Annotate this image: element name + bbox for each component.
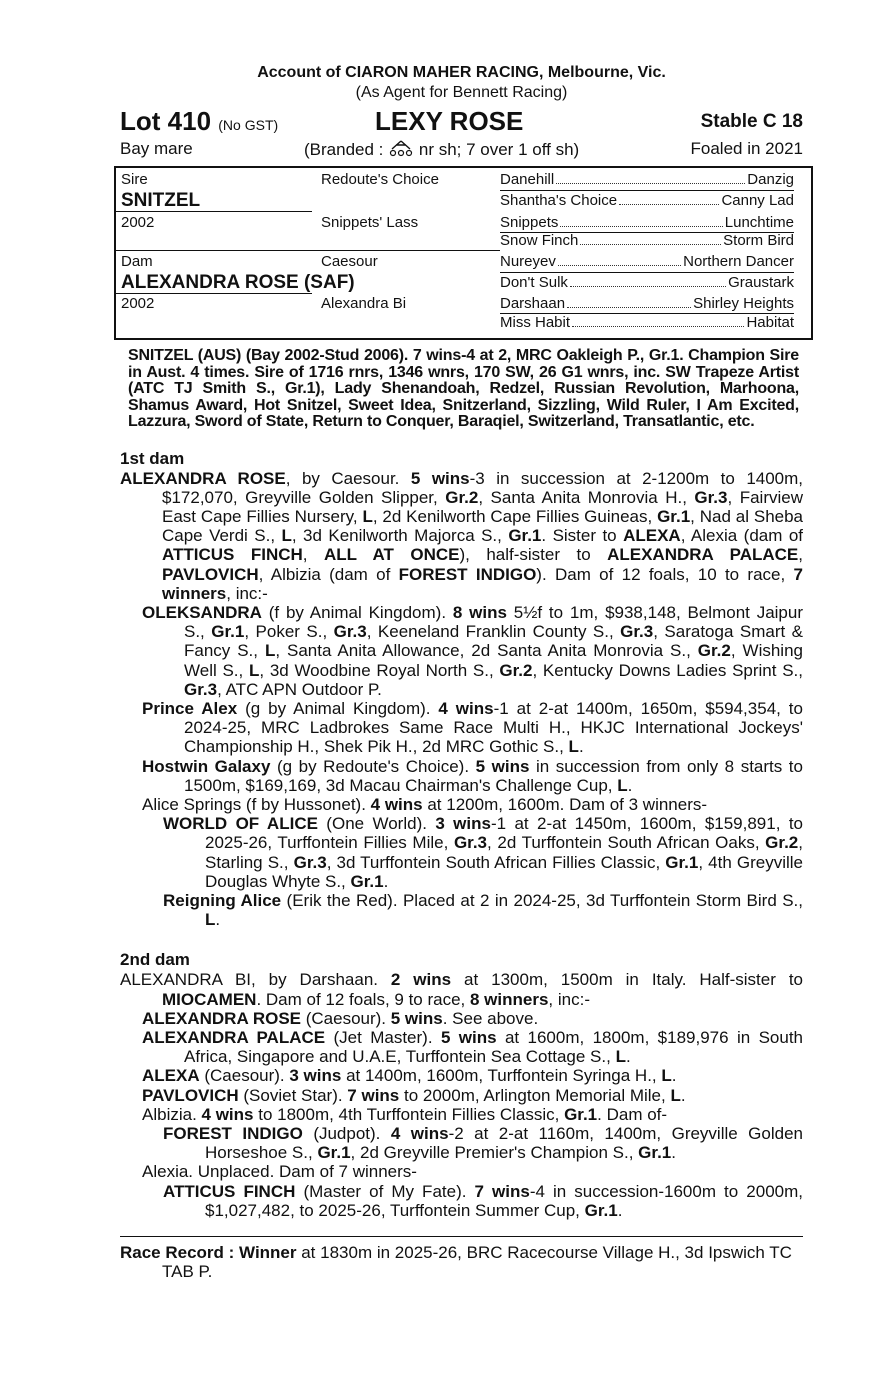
dam-name: ALEXANDRA ROSE (SAF) [121,272,355,293]
sire-sire: Redoute's Choice [321,171,439,188]
progeny-entry: ALEXANDRA ROSE (Caesour). 5 wins. See above. [142,1008,539,1028]
sire-year: 2002 [121,214,155,231]
progeny-entry: Alexia. Unplaced. Dam of 7 winners- [142,1162,417,1182]
g3-ancestor: Danehill Danzig [500,171,794,188]
progeny-entry: Alice Springs (f by Hussonet). 4 wins at 1200m, 1600m. Dam of 3 winners- [142,794,708,814]
sire-dam: Snippets' Lass [321,214,419,231]
race-record: Race Record : Winner at 1830m in 2025-26, BRC Racecourse Village H., 3d Ipswich TC TAB P. [120,1243,792,1282]
progeny-entry: FOREST INDIGO (Judpot). 4 wins-2 at 2-at 1160m, 1400m, Greyville Golden Horseshoe S., Gr.1, 2d Greyville Premier's Champion S., Gr.1. [163,1124,803,1163]
lot-number: Lot 410 (No GST) [120,106,279,136]
g3-ancestor: Darshaan Shirley Heights [500,295,794,312]
g3-ancestor: Don't Sulk Graustark [500,274,794,291]
lot-row [120,106,803,136]
g3-ancestor: Snow Finch Storm Bird [500,232,794,249]
g3-ancestor: Nureyev Northern Dancer [500,253,794,270]
divider [500,272,794,273]
progeny-entry: ALEXA (Caesour). 3 wins at 1400m, 1600m, Turffontein Syringa H., L. [142,1066,677,1086]
divider [116,211,312,212]
pedigree-table [114,166,813,340]
branding: (Branded : nr sh; 7 over 1 off sh) [304,140,580,159]
first-dam-heading: 1st dam [120,448,185,468]
dam-year: 2002 [121,295,155,312]
progeny-entry: OLEKSANDRA (f by Animal Kingdom). 8 wins 5½f to 1m, $938,148, Belmont Jaipur S., Gr.1, Poker S., Gr.3, Keeneland Franklin County S., Gr.3, Saratoga Smart & Fancy S., L, Santa Anita Allowance, 2d Santa Anita Monrovia S., Gr.2, Wishing Well S., L, 3d Woodbine Royal North S., Gr.2, Kentucky Downs Ladies Sprint S., Gr.3, ATC APN Outdoor P. [142,602,804,699]
brand-mark-icon [388,139,414,157]
sire-name: SNITZEL [121,190,201,211]
dam-entry: ALEXANDRA ROSE, by Caesour. 5 wins-3 in succession at 2-1200m to 1400m, $172,070, Greyville Golden Slipper, Gr.2, Santa Anita Monrovia H., Gr.3, Fairview East Cape Fillies Nursery, L, 2d Kenilworth Cape Fillies Guineas, Gr.1, Nad al Sheba Cape Verdi S., L, 3d Kenilworth Majorca S., Gr.1. Sister to ALEXA, Alexia (dam of ATTICUS FINCH, ALL AT ONCE), half-sister to ALEXANDRA PALACE, PAVLOVICH, Albizia (dam of FOREST INDIGO). Dam of 12 foals, 10 to race, 7 winners, inc:- [120,468,804,603]
progeny-entry: ATTICUS FINCH (Master of My Fate). 7 wins-4 in succession-1600m to 2000m, $1,027,482, to 2025-26, Turffontein Summer Cup, Gr.1. [163,1181,803,1220]
g3-ancestor: Miss Habit Habitat [500,314,794,331]
dam-dam: Alexandra Bi [321,295,407,312]
sex-colour: Bay mare [120,139,193,158]
progeny-entry: PAVLOVICH (Soviet Star). 7 wins to 2000m, Arlington Memorial Mile, L. [142,1085,686,1105]
divider [116,293,312,294]
progeny-entry: Reigning Alice (Erik the Red). Placed at 2 in 2024-25, 3d Turffontein Storm Bird S., L. [163,890,803,930]
dam-sire: Caesour [321,253,378,270]
divider [116,250,500,251]
divider [120,1236,803,1237]
progeny-entry: ALEXANDRA PALACE (Jet Master). 5 wins at 1600m, 1800m, $189,976 in South Africa, Singapore and U.A.E, Turffontein Sea Cottage S., L. [142,1027,803,1067]
divider [500,190,794,191]
agent-line: (As Agent for Bennett Racing) [355,84,568,101]
horse-name: LEXY ROSE [375,106,524,136]
catalogue-page [120,64,803,1281]
progeny-entry: Hostwin Galaxy (g by Redoute's Choice). 5 wins in succession from only 8 starts to 1500m, $169,169, 3d Macau Chairman's Challenge Cup, L. [142,756,803,795]
dam-entry: ALEXANDRA BI, by Darshaan. 2 wins at 1300m, 1500m in Italy. Half-sister to MIOCAMEN. Dam of 12 foals, 9 to race, 8 winners, inc:- [120,970,803,1009]
second-dam-heading: 2nd dam [120,950,190,970]
g3-ancestor: Shantha's Choice Canny Lad [500,192,794,209]
horse-details-row [120,136,803,160]
sire-summary: SNITZEL (AUS) (Bay 2002-Stud 2006). 7 wins-4 at 2, MRC Oakleigh P., Gr.1. Champion Sire in Aust. 4 times. Sire of 1716 rnrs, 1346 wnrs, 170 SW, 26 G1 wnrs, inc. SW Trapeze Artist (ATC TJ Smith S., Gr.1), Lady Shenandoah, Redzel, Russian Revolution, Marhoona, Shamus Award, Hot Snitzel, Sweet Idea, Snitzerland, Sizzling, Wild Ruler, I Am Excited, Lazzura, Sword of State, Return to Conquer, Baraqiel, Switzerland, Transatlantic, etc. [128,347,799,430]
vendor-line: Account of CIARON MAHER RACING, Melbourne, Vic. [257,64,666,81]
stable-location: Stable C 18 [700,111,803,132]
progeny-entry: Prince Alex (g by Animal Kingdom). 4 wins-1 at 2-at 1400m, 1650m, $594,354, to 2024-25, MRC Ladbrokes Same Race Multi H., HKJC International Jockeys' Championship H., Shek Pik H., 2d MRC Gothic S., L. [142,698,803,757]
sire-label: Sire [121,171,148,188]
dam-label: Dam [121,253,153,270]
progeny-entry: WORLD OF ALICE (One World). 3 wins-1 at 2-at 1450m, 1600m, $159,891, to 2025-26, Turffontein Fillies Mile, Gr.3, 2d Turffontein South African Oaks, Gr.2, Starling S., Gr.3, 3d Turffontein South African Fillies Classic, Gr.1, 4th Greyville Douglas Whyte S., Gr.1. [163,814,803,891]
g3-ancestor: Snippets Lunchtime [500,214,794,231]
progeny-entry: Albizia. 4 wins to 1800m, 4th Turffontein Fillies Classic, Gr.1. Dam of- [142,1104,668,1124]
foaled-year: Foaled in 2021 [690,139,803,158]
